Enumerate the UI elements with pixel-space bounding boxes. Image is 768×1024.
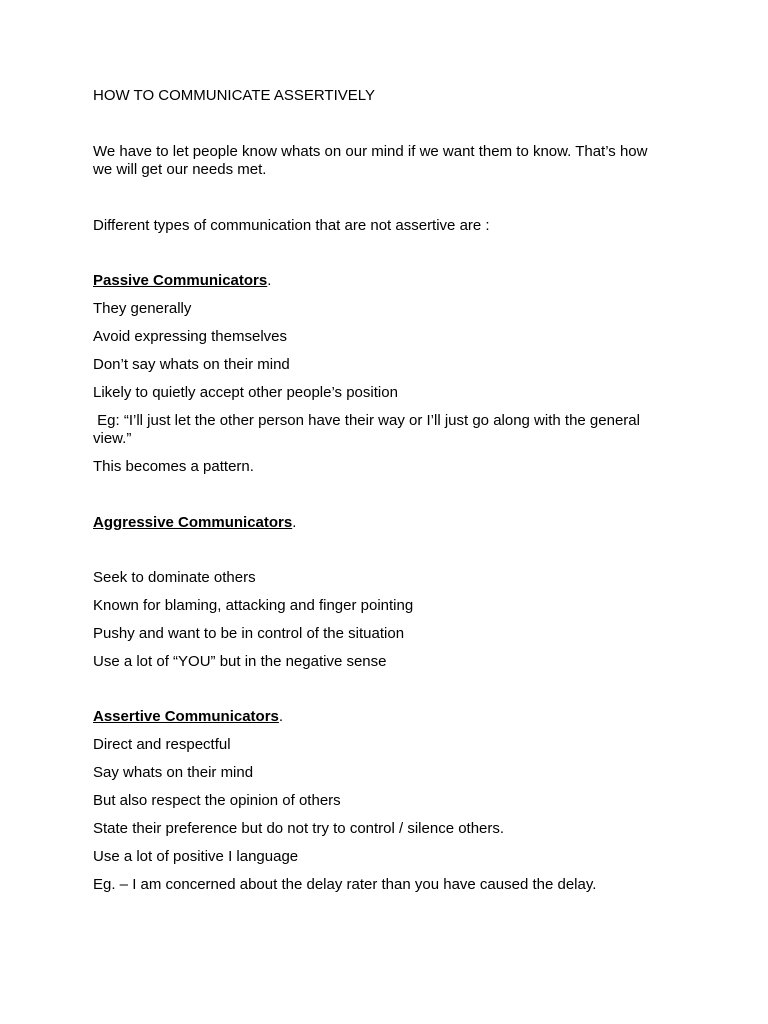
aggressive-heading: Aggressive Communicators — [93, 514, 293, 531]
aggressive-item: Use a lot of “YOU” but in the negative sense — [93, 653, 387, 670]
aggressive-item: Seek to dominate others — [93, 569, 256, 586]
passive-heading-line — [93, 272, 683, 290]
aggressive-heading-suffix: . — [292, 514, 297, 531]
passive-example-line-2: view.” — [93, 430, 132, 447]
aggressive-item: Pushy and want to be in control of the situation — [93, 625, 405, 642]
assertive-heading-suffix: . — [278, 708, 284, 725]
intro-line-1: We have to let people know whats on our mind if we want them to know. That’s how — [93, 143, 648, 160]
assertive-item: Use a lot of positive I language — [93, 848, 299, 865]
aggressive-heading-line — [93, 514, 683, 532]
assertive-item: Direct and respectful — [93, 736, 231, 753]
assertive-item: Eg. – I am concerned about the delay rater than you have caused the delay. — [93, 876, 597, 893]
aggressive-item: Known for blaming, attacking and finger pointing — [93, 597, 414, 614]
assertive-heading-line — [93, 708, 683, 726]
assertive-heading: Assertive Communicators — [93, 708, 279, 725]
types-intro: Different types of communication that are not assertive are : — [93, 217, 490, 234]
assertive-item: But also respect the opinion of others — [93, 792, 341, 809]
passive-item: Avoid expressing themselves — [93, 328, 287, 345]
passive-closing: This becomes a pattern. — [93, 458, 254, 475]
passive-heading-suffix: . — [267, 272, 272, 289]
document-title: HOW TO COMMUNICATE ASSERTIVELY — [93, 87, 375, 104]
passive-item: Likely to quietly accept other people’s position — [93, 384, 398, 401]
passive-example-line-1: Eg: “I’ll just let the other person have their way or I’ll just go along with the general — [93, 412, 640, 429]
passive-item: They generally — [93, 300, 192, 317]
assertive-item: Say whats on their mind — [93, 764, 254, 781]
passive-heading: Passive Communicators — [93, 272, 268, 289]
intro-line-2: we will get our needs met. — [93, 161, 267, 178]
passive-item: Don’t say whats on their mind — [93, 356, 290, 373]
assertive-item: State their preference but do not try to control / silence others. — [93, 820, 505, 837]
